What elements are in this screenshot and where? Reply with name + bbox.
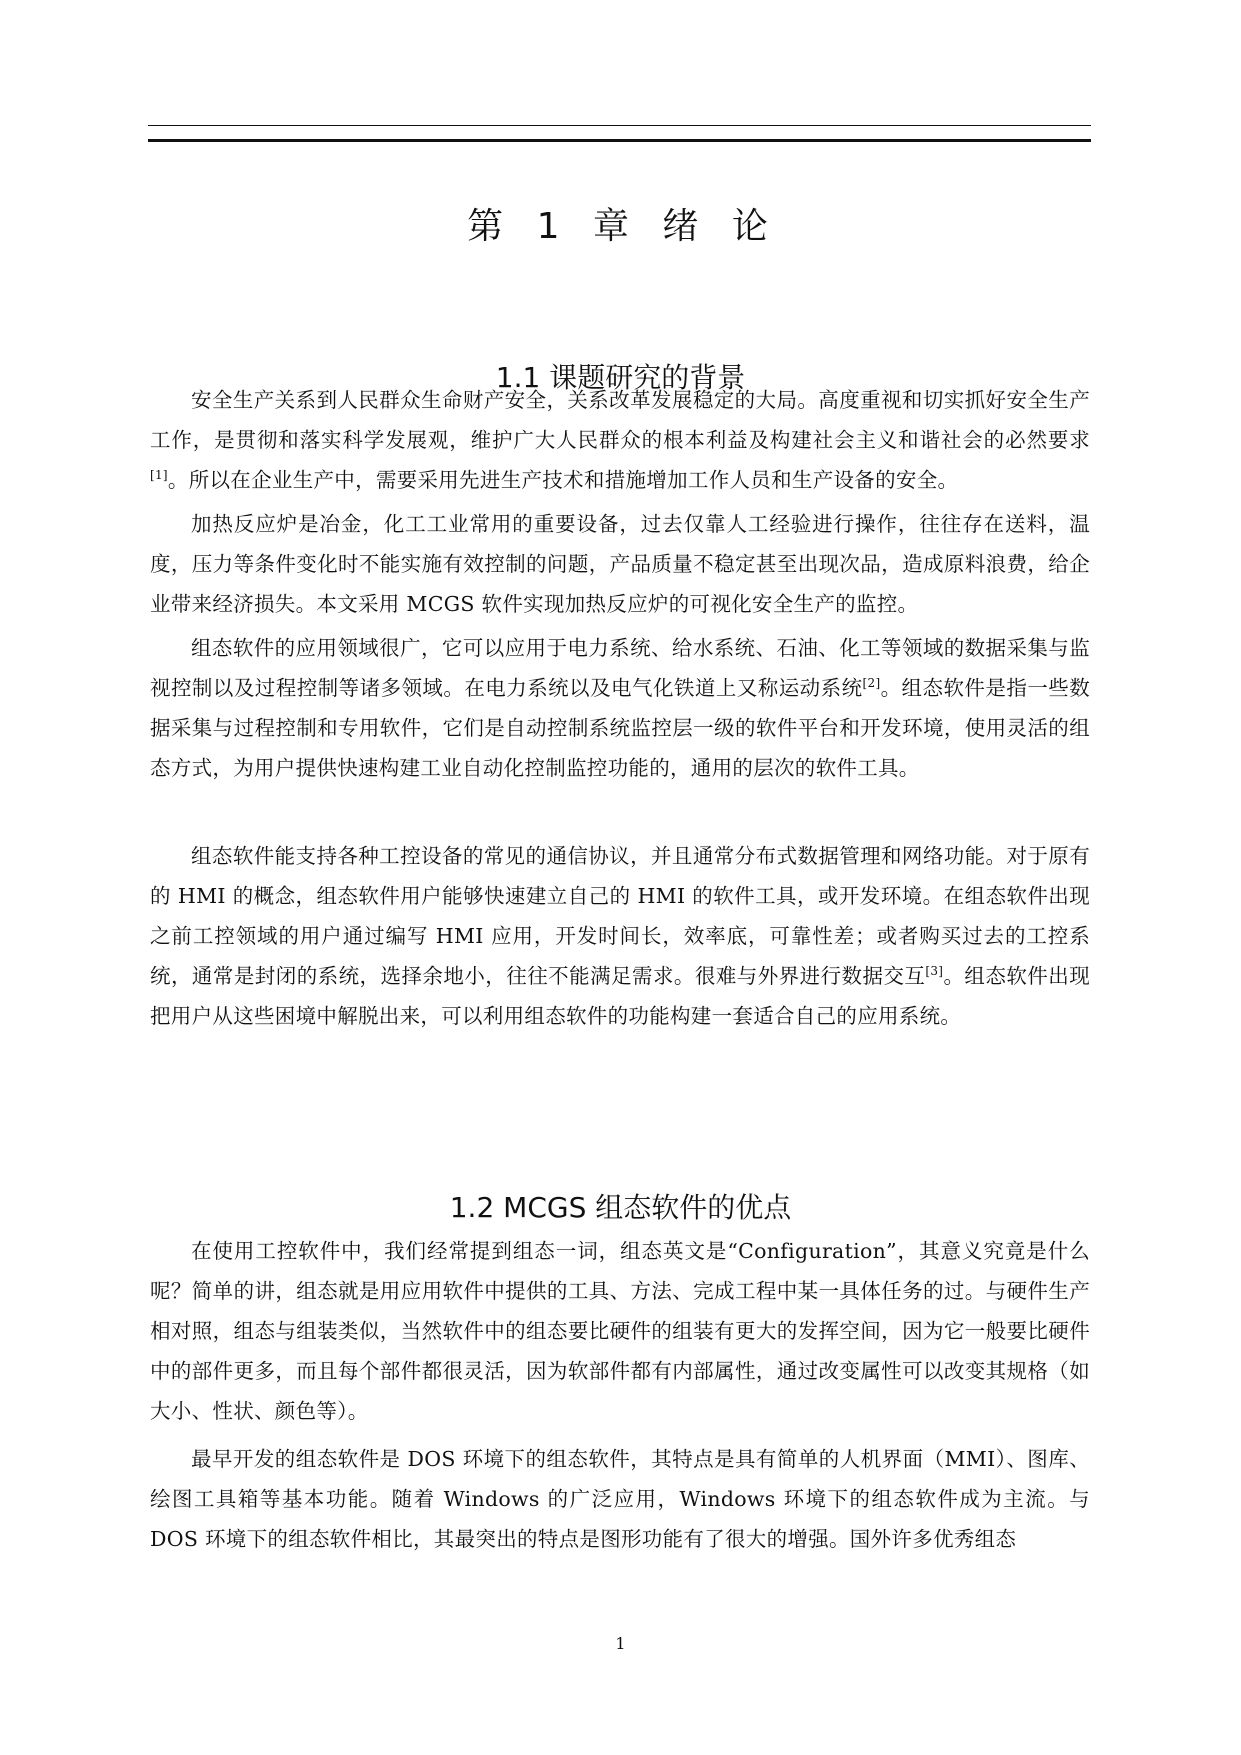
page-number: 1: [615, 1634, 626, 1653]
section-title: 1.2 MCGS 组态软件的优点: [449, 1191, 792, 1224]
paragraph: 加热反应炉是冶金，化工工业常用的重要设备，过去仅靠人工经验进行操作，往往存在送料，温度，压力等条件变化时不能实施有效控制的问题，产品质量不稳定甚至出现次品，造成原料浪费，给企业带来经济损失。本文采用 MCGS 软件实现加热反应炉的可视化安全生产的监控。: [150, 512, 1090, 616]
citation: [1]: [150, 468, 168, 483]
paragraph: 在使用工控软件中，我们经常提到组态一词，组态英文是“Configuration”，其意义究竟是什么呢？简单的讲，组态就是用应用软件中提供的工具、方法、完成工程中某一具体任务的过。与硬件生产相对照，组态与组装类似，当然软件中的组态要比硬件的组装有更大的发挥空间，因为它一般要比硬件中的部件更多，而且每个部件都很灵活，因为软部件都有内部属性，通过改变属性可以改变其规格（如大小、性状、颜色等）。: [150, 1239, 1090, 1423]
paragraph: 组态软件能支持各种工控设备的常见的通信协议，并且通常分布式数据管理和网络功能。对于原有的 HMI 的概念，组态软件用户能够快速建立自己的 HMI 的软件工具，或开发环境。在组态软件出现之前工控领域的用户通过编写 HMI 应用，开发时间长，效率底，可靠性差；或者购买过去的工控系统，通常是封闭的系统，选择余地小，往往不能满足需求。很难与外界进行数据交互[3]。组态软件出现把用户从这些困境中解脱出来，可以利用组态软件的功能构建一套适合自己的应用系统。: [150, 844, 1090, 1028]
citation: [3]: [925, 964, 944, 979]
header-rule-thick: [148, 139, 1091, 142]
paragraph: 组态软件的应用领域很广，它可以应用于电力系统、给水系统、石油、化工等领域的数据采集与监视控制以及过程控制等诸多领域。在电力系统以及电气化铁道上又称运动系统[2]。组态软件是指一些数据采集与过程控制和专用软件，它们是自动控制系统监控层一级的软件平台和开发环境，使用灵活的组态方式，为用户提供快速构建工业自动化控制监控功能的，通用的层次的软件工具。: [150, 636, 1091, 780]
paragraph: 最早开发的组态软件是 DOS 环境下的组态软件，其特点是具有简单的人机界面（MMI）、图库、绘图工具箱等基本功能。随着 Windows 的广泛应用，Windows 环境下的组态软件成为主流。与 DOS 环境下的组态软件相比，其最突出的特点是图形功能有了很大的增强。国外许多优秀组态: [150, 1447, 1090, 1551]
citation: [2]: [862, 676, 881, 691]
paragraph: 安全生产关系到人民群众生命财产安全，关系改革发展稳定的大局。高度重视和切实抓好安全生产工作，是贯彻和落实科学发展观，维护广大人民群众的根本利益及构建社会主义和谐社会的必然要求[1]。所以在企业生产中，需要采用先进生产技术和措施增加工作人员和生产设备的安全。: [150, 388, 1090, 492]
header-rule-thin: [148, 125, 1091, 126]
chapter-title: 第 1 章 绪 论: [467, 206, 774, 247]
section-title: 1.1 课题研究的背景: [495, 361, 746, 394]
